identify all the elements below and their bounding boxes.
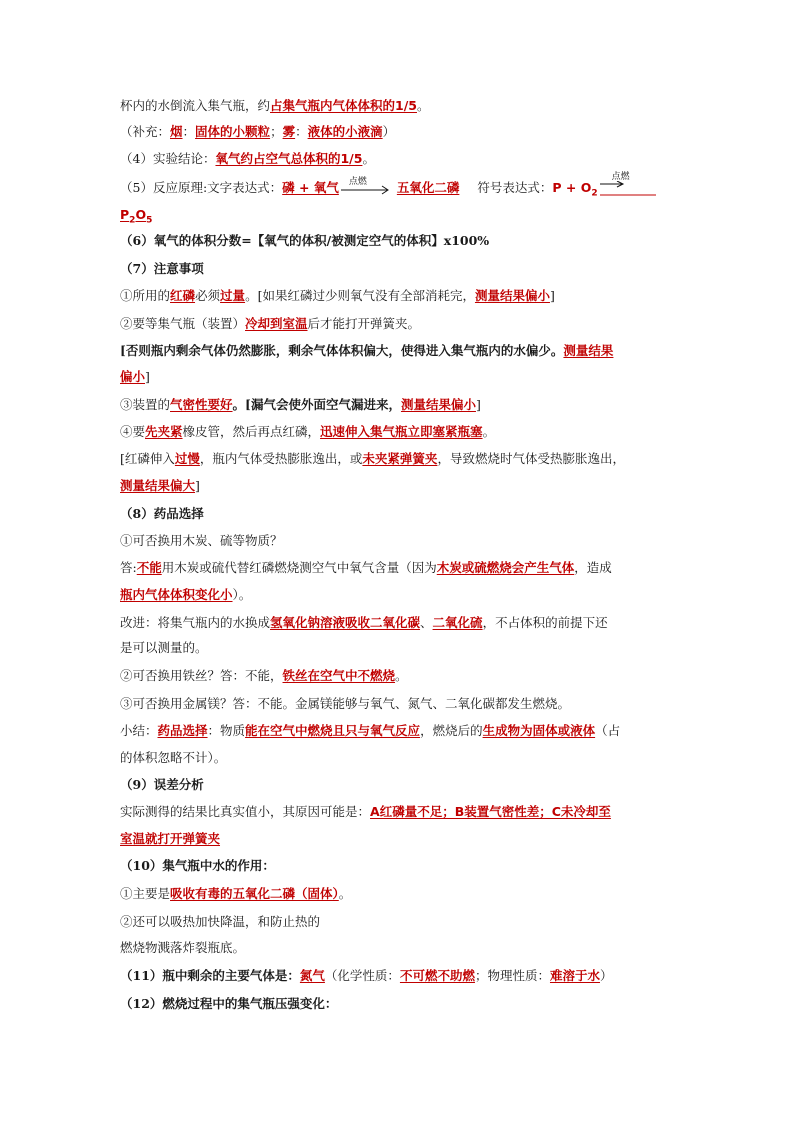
text-line [120, 288, 676, 304]
answer-text: 瓶内气体体积变化小 [120, 587, 233, 602]
text-line [120, 397, 676, 413]
text: （10）集气瓶中水的作用： [120, 858, 275, 873]
text-line [120, 723, 676, 739]
text-line [120, 831, 676, 847]
text-line [120, 533, 676, 549]
answer-text: 先夹紧 [145, 424, 183, 439]
answer-text: 铁丝在空气中不燃烧 [282, 668, 396, 683]
arrow-condition-label: 点燃 [348, 176, 367, 187]
answer-text: 氧气约占空气总体积的1/5 [215, 151, 363, 166]
text-line [120, 587, 676, 603]
text: ] [475, 397, 481, 412]
text: ] [549, 288, 555, 303]
answer-text: 气密性要好 [170, 397, 233, 412]
answer-text: 占集气瓶内气体体积的1/5 [270, 98, 417, 113]
answer-text: 难溶于水 [549, 968, 600, 983]
text: ②可否换用铁丝？答：不能， [120, 668, 283, 683]
answer-text: 测量结果偏小 [474, 288, 550, 303]
text: ：物质 [207, 723, 246, 738]
text: 、 [420, 615, 433, 630]
text: ） [599, 968, 613, 983]
text: 燃烧物溅落炸裂瓶底。 [120, 940, 246, 955]
text: [否则瓶内剩余气体仍然膨胀，剩余气体体积偏大，使得进入集气瓶内的水偏少。 [120, 343, 564, 358]
text: ，瓶内气体受热膨胀逸出，或 [199, 451, 363, 466]
text: （9）误差分析 [120, 777, 204, 792]
answer-text: 红磷 [170, 288, 196, 303]
answer-text: 固体的小颗粒 [195, 124, 271, 139]
text: 。 [482, 424, 496, 439]
text-line [120, 886, 676, 902]
section-heading [120, 996, 676, 1012]
reaction-arrow-icon [339, 176, 393, 197]
text: 杯内的水倒流入集气瓶，约 [120, 98, 271, 113]
text: （补充： [120, 124, 171, 139]
text: 。 [395, 668, 408, 683]
text: 的体积忽略不计）。 [120, 750, 227, 765]
text-line [120, 207, 676, 229]
text-line [120, 369, 676, 385]
arrow-condition-label: 点燃 [611, 171, 630, 182]
answer-formula [120, 207, 153, 226]
text-line [120, 151, 676, 167]
text-line [120, 124, 676, 140]
text: 用木炭或硫代替红磷燃烧测空气中氧气含量（因为 [161, 560, 437, 575]
text: 答: [120, 560, 137, 575]
answer-text: 雾 [282, 124, 296, 139]
text: ] [195, 478, 200, 493]
text: O [135, 207, 147, 222]
text: （11）瓶中剩余的主要气体是： [120, 968, 300, 983]
text: （12）燃烧过程中的集气瓶压强变化： [120, 996, 338, 1011]
text: ①所用的 [120, 288, 171, 303]
text-line [120, 560, 676, 576]
text: 。[如果红磷过少则氧气没有全部消耗完， [245, 288, 475, 303]
text: ②还可以吸热加快降温，和防止热的 [120, 914, 321, 929]
text: ①可否换用木炭、硫等物质？ [120, 533, 283, 548]
text-line [120, 343, 676, 359]
text: 橡皮管，然后再点红磷， [182, 424, 321, 439]
answer-text: 烟 [170, 124, 183, 139]
answer-text: 木炭或硫燃烧会产生气体 [436, 560, 575, 575]
text: [红磷伸入 [120, 451, 175, 466]
answer-text: 测量结果偏大 [120, 478, 196, 493]
section-heading [120, 261, 676, 277]
text: ③可否换用金属镁？答：不能。金属镁能够与氧气、氮气、二氧化碳都发生燃烧。 [120, 696, 571, 711]
text: ④要 [120, 424, 146, 439]
subscript: 2 [129, 215, 136, 226]
section-heading [120, 506, 676, 522]
text: （7）注意事项 [120, 261, 204, 276]
text-line [120, 451, 676, 467]
answer-text: 氢氧化钠溶液吸收二氧化碳 [270, 615, 421, 630]
text: 后才能打开弹簧夹。 [307, 316, 421, 331]
text-line [120, 98, 676, 114]
text: ，造成 [574, 560, 612, 575]
answer-text: 不能 [136, 560, 162, 575]
answer-text: 过量 [220, 288, 246, 303]
text: ）。 [232, 587, 252, 602]
text: 实际测得的结果比真实值小，其原因可能是： [120, 804, 371, 819]
answer-text: 不可燃不助燃 [399, 968, 475, 983]
text: ： [295, 124, 308, 139]
text: （化学性质： [324, 968, 400, 983]
text: ] [145, 369, 150, 384]
answer-text: P + O [552, 180, 592, 195]
section-heading [120, 777, 676, 793]
text-line [120, 668, 676, 684]
answer-text: 药品选择 [157, 723, 208, 738]
answer-text: 液体的小液滴 [307, 124, 383, 139]
text-line [120, 968, 676, 984]
text: ） [382, 124, 396, 139]
text: 改进：将集气瓶内的水换成 [120, 615, 271, 630]
answer-text: 迅速伸入集气瓶立即塞紧瓶塞 [320, 424, 483, 439]
text: ； [270, 124, 283, 139]
answer-text: 测量结果 [563, 343, 614, 358]
text: （6）氧气的体积分数=【氧气的体积/被测定空气的体积】x100% [120, 233, 490, 248]
answer-text: 能在空气中燃烧且只与氧气反应 [245, 723, 421, 738]
text: （8）药品选择 [120, 506, 204, 521]
answer-text: 室温就打开弹簧夹 [120, 831, 221, 846]
text: （占 [595, 723, 621, 738]
answer-text: 测量结果偏小 [400, 397, 476, 412]
text: ②要等集气瓶（装置） [120, 316, 246, 331]
text: ，不占体积的前提下还 [482, 615, 608, 630]
text: P [120, 207, 130, 222]
answer-text: 冷却到室温 [245, 316, 308, 331]
answer-subscript: 2 [591, 188, 598, 199]
answer-text: 偏小 [120, 369, 146, 384]
text: ，导致燃烧时气体受热膨胀逸出， [437, 451, 625, 466]
text: ；物理性质： [474, 968, 550, 983]
text: 必须 [195, 288, 221, 303]
text-line [120, 233, 676, 249]
text: ①主要是 [120, 886, 171, 901]
text: ： [182, 124, 196, 139]
text: 符号表达式： [477, 180, 553, 195]
text: 是可以测量的。 [120, 640, 208, 655]
answer-text: 磷 + 氧气 [282, 180, 339, 195]
answer-text: 五氧化二磷 [396, 180, 460, 195]
answer-text: 二氧化硫 [432, 615, 483, 630]
text: 。[漏气会使外面空气漏进来， [232, 397, 401, 412]
text-line [120, 750, 676, 766]
answer-text: 未夹紧弹簧夹 [362, 451, 438, 466]
text-line [120, 640, 676, 656]
answer-text: 生成物为固体或液体 [482, 723, 596, 738]
reaction-arrow-icon [598, 171, 656, 197]
answer-text: 氮气 [299, 968, 325, 983]
text-line [120, 316, 676, 332]
section-heading [120, 858, 676, 874]
text-line [120, 171, 676, 202]
subscript: 5 [146, 215, 153, 226]
text: 小结： [120, 723, 158, 738]
text: ，燃烧后的 [420, 723, 483, 738]
text: ③装置的 [120, 397, 171, 412]
text-line [120, 696, 676, 712]
text: 。 [362, 151, 375, 166]
text: 。 [338, 886, 352, 901]
text-line [120, 940, 676, 956]
text: 。 [416, 98, 430, 113]
text-line [120, 914, 676, 930]
text: （5）反应原理:文字表达式： [120, 180, 283, 195]
text-line [120, 424, 676, 440]
answer-text: 过慢 [174, 451, 200, 466]
text-line [120, 804, 676, 820]
answer-text: 吸收有毒的五氧化二磷（固体） [170, 886, 339, 901]
text-line [120, 478, 676, 494]
text-line [120, 615, 676, 631]
answer-text: A红磷量不足；B装置气密性差；C未冷却至 [370, 804, 611, 819]
text: （4）实验结论： [120, 151, 216, 166]
